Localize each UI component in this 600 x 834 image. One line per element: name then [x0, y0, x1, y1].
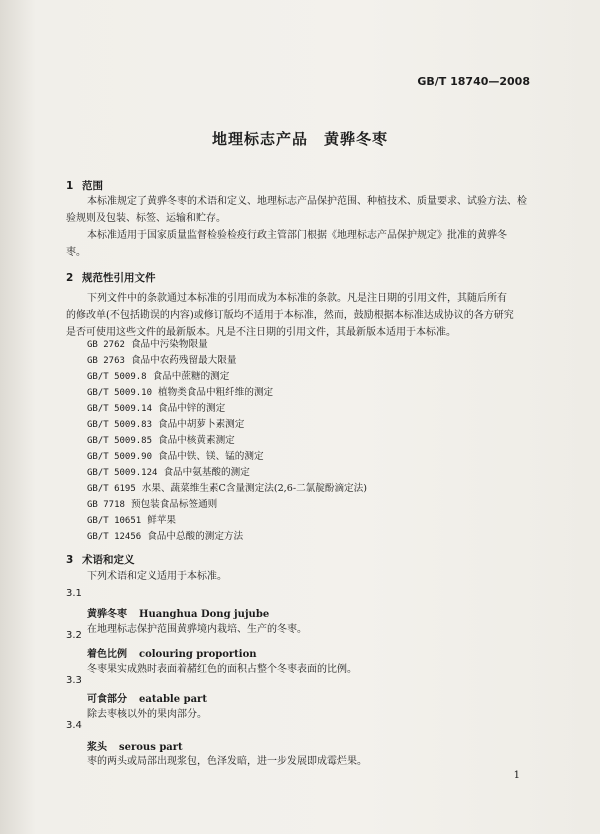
text-line: 验规则及包装、标签、运输和贮存。	[66, 213, 226, 224]
reference-item	[87, 450, 264, 464]
reference-item	[87, 514, 176, 528]
reference-item	[87, 402, 225, 416]
term-definition: 除去枣核以外的果肉部分。	[87, 709, 207, 720]
reference-code: GB/T 5009.8	[87, 372, 147, 382]
term-chinese: 黄骅冬枣	[87, 609, 127, 620]
reference-name: 食品中蔗糖的测定	[152, 371, 230, 382]
reference-code: GB/T 5009.83	[87, 420, 153, 430]
reference-name: 食品中锌的测定	[158, 403, 226, 414]
text-line: 本标准适用于国家质量监督检验检疫行政主管部门根据《地理标志产品保护规定》批准的黄骅冬	[87, 230, 507, 241]
reference-name: 食品中氨基酸的测定	[163, 467, 250, 478]
section-1-paragraph-1	[66, 193, 534, 227]
term-number: 3.4	[66, 720, 82, 731]
term-number: 3.2	[66, 630, 82, 641]
document-title: 地理标志产品 黄骅冬枣	[211, 130, 388, 148]
reference-code: GB 7718	[87, 500, 125, 510]
term-english: colouring proportion	[139, 649, 257, 660]
text-line: 枣。	[66, 247, 86, 258]
section-title: 术语和定义	[82, 554, 135, 566]
text-line: 是否可使用这些文件的最新版本。凡是不注日期的引用文件，其最新版本适用于本标准。	[66, 327, 456, 338]
term-number: 3.3	[66, 675, 82, 686]
term-chinese: 着色比例	[87, 649, 127, 660]
term-english: serous part	[119, 742, 183, 753]
reference-code: GB/T 5009.85	[87, 436, 153, 446]
reference-item	[87, 418, 244, 432]
reference-name: 预包装食品标签通则	[130, 499, 218, 510]
section-number: 3	[66, 554, 74, 566]
reference-item	[87, 466, 250, 480]
section-number: 2	[66, 272, 74, 284]
term-heading	[87, 605, 269, 620]
term-heading	[87, 645, 257, 660]
section-2-paragraph	[66, 290, 534, 341]
text-line: 的修改单(不包括勘误的内容)或修订版均不适用于本标准，然而，鼓励根据本标准达成协议的各方研究	[66, 310, 514, 321]
reference-code: GB/T 5009.124	[87, 468, 158, 478]
term-heading	[87, 738, 183, 753]
text-line: 本标准规定了黄骅冬枣的术语和定义、地理标志产品保护范围、种植技术、质量要求、试验方法、检	[87, 196, 527, 207]
reference-name: 水果、蔬菜维生素C含量测定法(2,6-二氯靛酚滴定法)	[141, 483, 367, 494]
reference-item	[87, 370, 229, 384]
reference-name: 食品中总酸的测定方法	[147, 531, 244, 542]
term-chinese: 可食部分	[87, 694, 127, 705]
section-3-heading	[66, 552, 135, 567]
page-number: 1	[513, 770, 520, 781]
reference-item	[87, 338, 208, 352]
term-definition: 枣的两头或局部出现浆包，色泽发暗，进一步发展即成霉烂果。	[87, 756, 367, 767]
term-heading	[87, 690, 207, 705]
reference-item	[87, 482, 367, 496]
reference-item	[87, 386, 273, 400]
reference-code: GB/T 6195	[87, 484, 136, 494]
section-1-paragraph-2	[66, 227, 534, 261]
reference-name: 食品中胡萝卜素测定	[158, 419, 245, 430]
term-number: 3.1	[66, 588, 82, 599]
reference-code: GB 2763	[87, 356, 125, 366]
reference-item	[87, 530, 243, 544]
reference-item	[87, 434, 235, 448]
reference-item	[87, 354, 236, 368]
term-english: eatable part	[139, 694, 207, 705]
reference-code: GB/T 12456	[87, 532, 142, 542]
reference-name: 食品中污染物限量	[130, 339, 208, 350]
standard-number: GB/T 18740—2008	[417, 75, 530, 88]
reference-name: 食品中铁、镁、锰的测定	[158, 451, 264, 462]
section-title: 范围	[82, 180, 103, 192]
section-1-heading	[66, 178, 103, 193]
term-definition: 冬枣果实成熟时表面着赭红色的面积占整个冬枣表面的比例。	[87, 664, 357, 675]
reference-name: 食品中农药残留最大限量	[130, 355, 237, 366]
term-definition: 在地理标志保护范围黄骅境内栽培、生产的冬枣。	[87, 624, 307, 635]
reference-code: GB 2762	[87, 340, 125, 350]
section-2-heading	[66, 270, 156, 285]
term-english: Huanghua Dong jujube	[139, 609, 270, 620]
section-title: 规范性引用文件	[82, 272, 156, 284]
reference-name: 食品中核黄素测定	[158, 435, 235, 446]
reference-code: GB/T 5009.10	[87, 388, 153, 398]
reference-code: GB/T 5009.90	[87, 452, 153, 462]
reference-item	[87, 498, 217, 512]
reference-name: 鲜苹果	[147, 515, 176, 526]
reference-code: GB/T 5009.14	[87, 404, 153, 414]
reference-name: 植物类食品中粗纤维的测定	[158, 387, 274, 398]
section-3-intro: 下列术语和定义适用于本标准。	[87, 571, 227, 582]
term-chinese: 浆头	[87, 742, 107, 753]
text-line: 下列文件中的条款通过本标准的引用而成为本标准的条款。凡是注日期的引用文件，其随后所有	[87, 293, 507, 304]
reference-code: GB/T 10651	[87, 516, 142, 526]
section-number: 1	[66, 180, 74, 192]
